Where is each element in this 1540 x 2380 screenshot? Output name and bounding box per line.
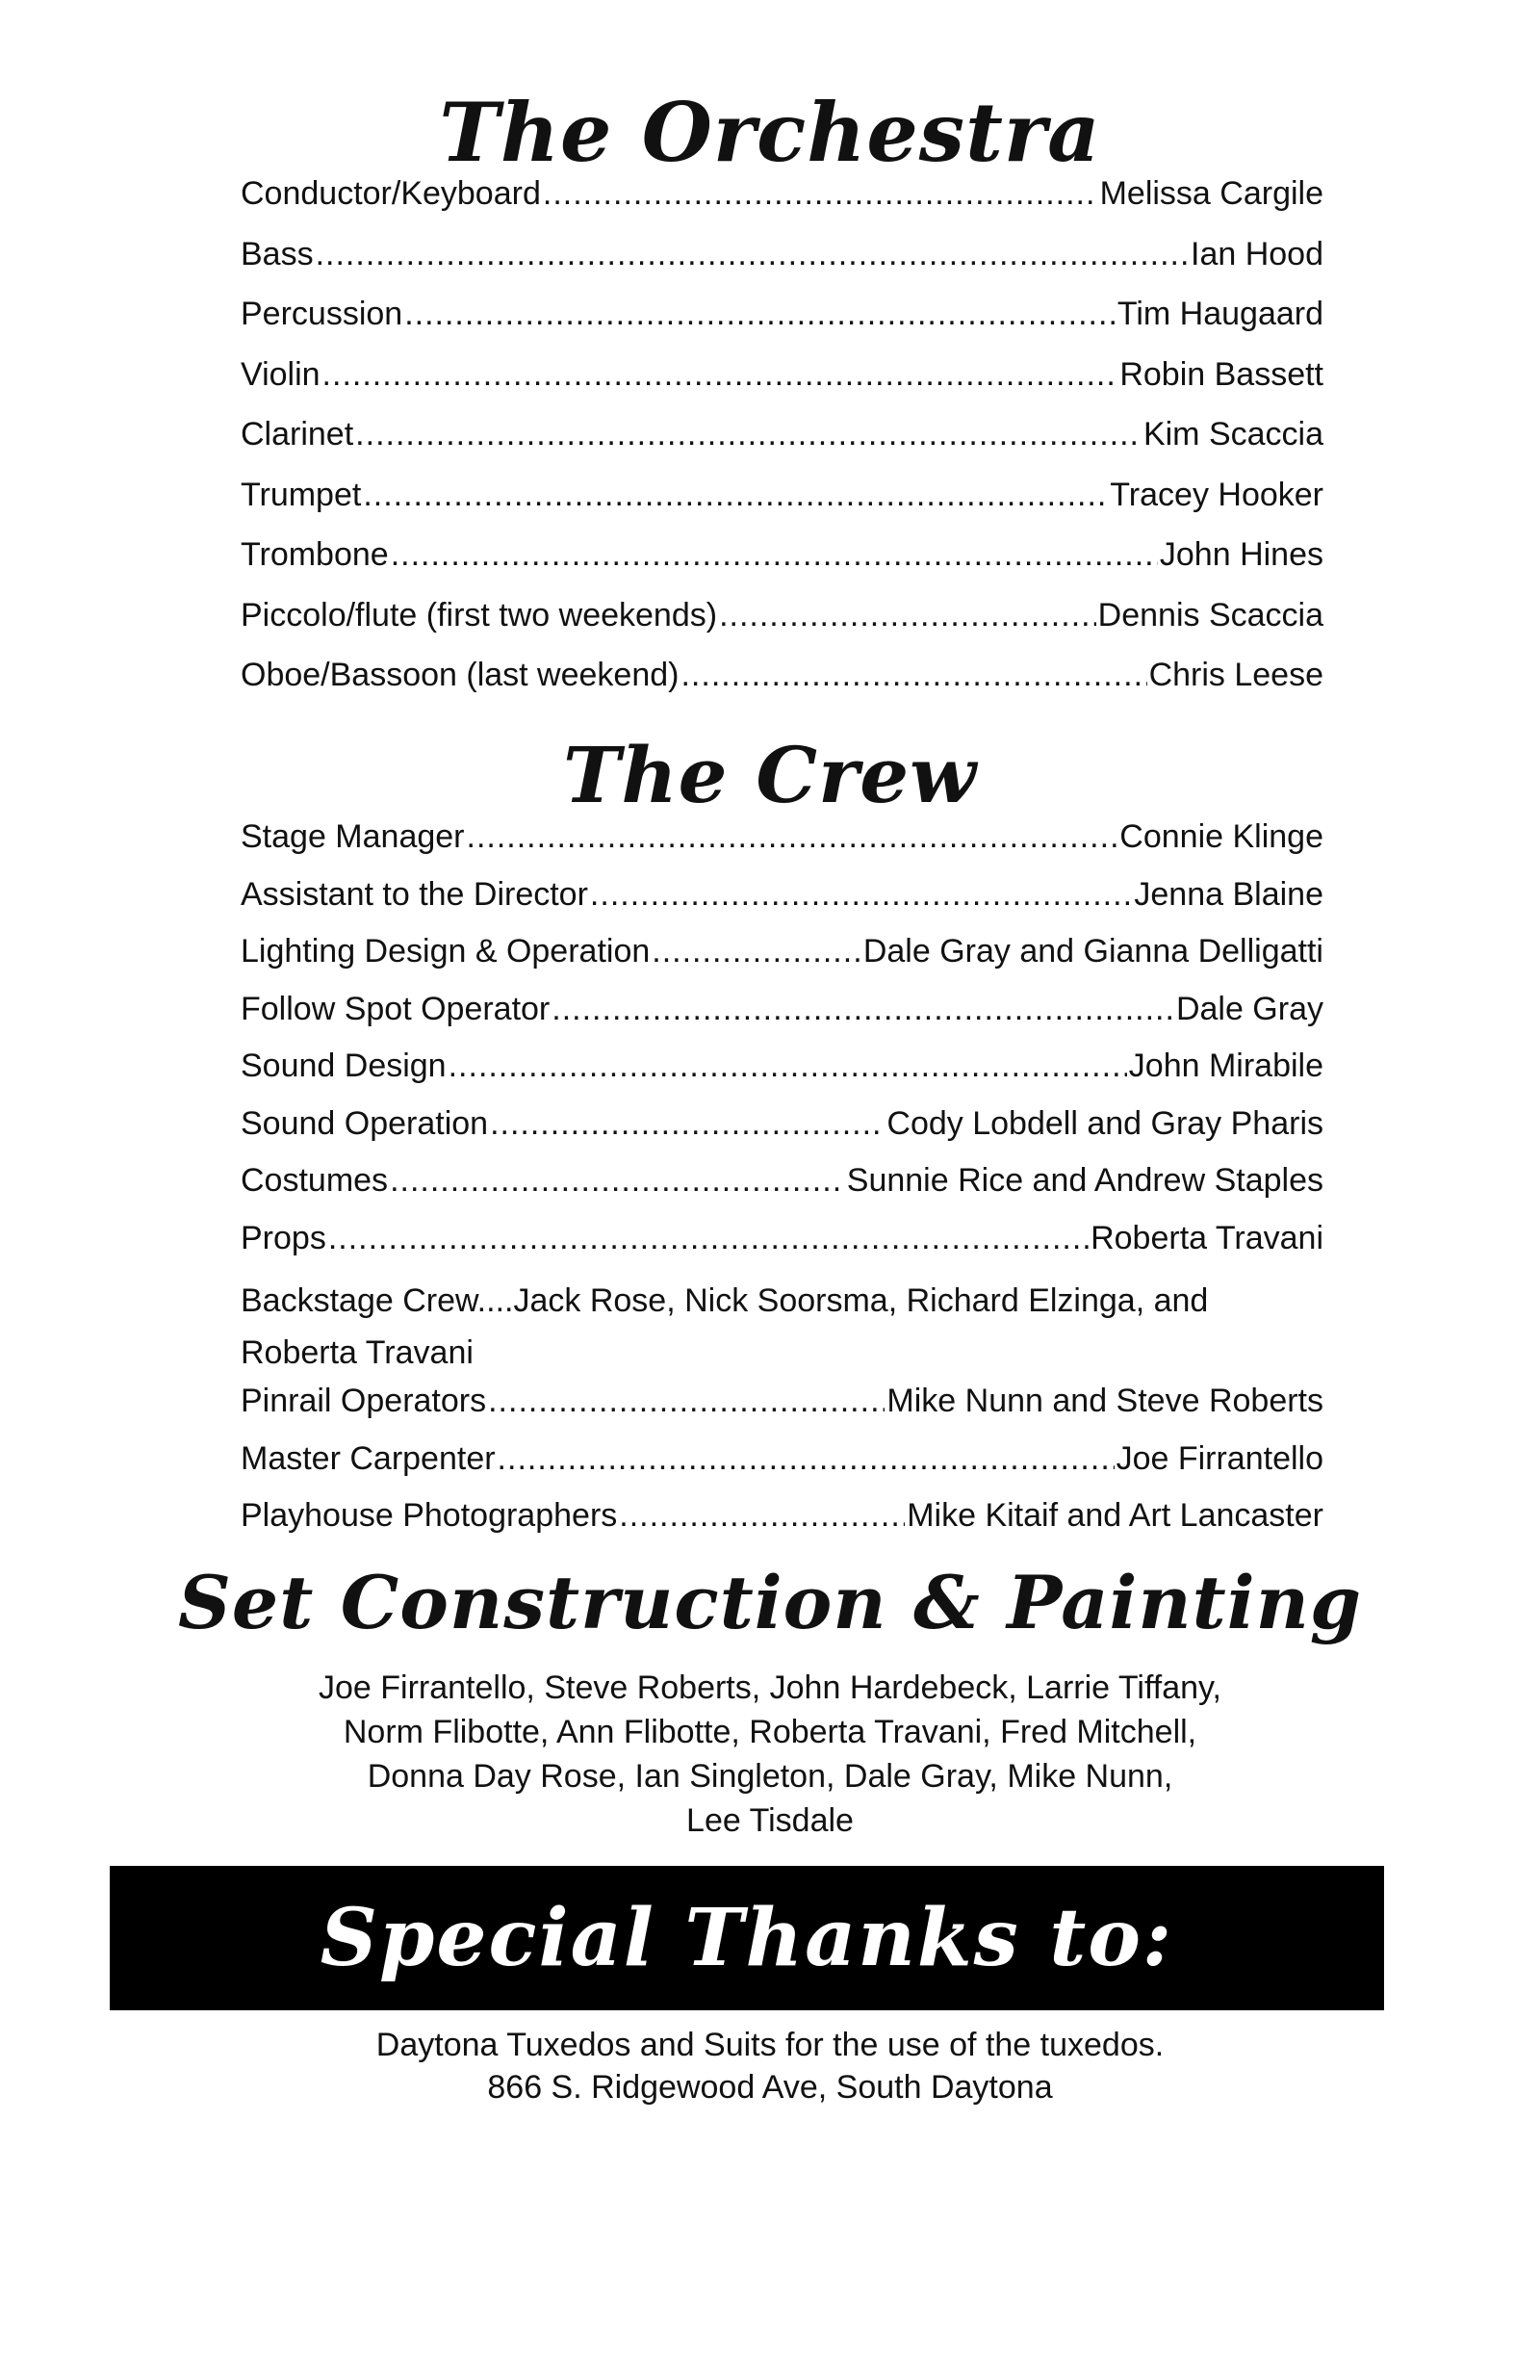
dot-leader <box>488 1381 885 1421</box>
dot-leader <box>467 816 1118 857</box>
credit-role: Costumes <box>241 1162 389 1199</box>
credit-role: Backstage Crew <box>241 1282 477 1319</box>
dot-leader <box>490 1103 885 1144</box>
credit-role: Piccolo/flute (first two weekends) <box>241 596 718 634</box>
credit-name: Chris Leese <box>1148 657 1323 693</box>
credit-row <box>241 1381 1323 1438</box>
credit-role: Pinrail Operators <box>241 1383 487 1419</box>
credit-role: Stage Manager <box>241 818 465 855</box>
dot-leader <box>498 1438 1115 1479</box>
credit-row <box>241 989 1323 1047</box>
thanks-line: Daytona Tuxedos and Suits for the use of the tuxedos. <box>375 2027 1165 2063</box>
credit-name: Cody Lobdell and Gray Pharis <box>886 1104 1323 1142</box>
names-line: Norm Flibotte, Ann Flibotte, Roberta Travani, Fred Mitchell, <box>343 1714 1197 1750</box>
credit-name: Dale Gray and Gianna Delligatti <box>862 933 1323 970</box>
credit-role: Sound Design <box>241 1048 447 1084</box>
special-thanks-title: Special Thanks to: <box>320 1892 1174 1984</box>
credit-name: Sunnie Rice and Andrew Staples <box>846 1162 1323 1199</box>
credit-row <box>241 1438 1323 1496</box>
credit-row <box>241 294 1323 354</box>
credit-role: Assistant to the Director <box>241 875 588 913</box>
credit-name: John Mirabile <box>1128 1048 1323 1084</box>
credit-row <box>241 475 1323 535</box>
credit-name: Mike Kitaif and Art Lancaster <box>907 1497 1323 1534</box>
credit-row <box>241 1218 1323 1276</box>
credit-name: Dennis Scaccia <box>1097 596 1323 634</box>
credit-name: Joe Firrantello <box>1116 1439 1323 1477</box>
credit-name: Connie Klinge <box>1119 818 1323 855</box>
credit-name: Jack Rose, Nick Soorsma, Richard Elzinga, and Roberta Travani <box>241 1282 1209 1371</box>
dot-leader <box>328 1218 1089 1258</box>
credit-row <box>241 534 1323 595</box>
credit-name: Roberta Travani <box>1091 1219 1323 1256</box>
credit-name: Melissa Cargile <box>1099 175 1323 212</box>
credit-name: John Hines <box>1159 536 1323 573</box>
names-line: Donna Day Rose, Ian Singleton, Dale Gray, Mike Nunn, <box>367 1758 1173 1795</box>
credit-row <box>241 874 1323 932</box>
credit-role: Trombone <box>241 536 389 573</box>
dot-leader <box>719 595 1096 635</box>
credit-name: Ian Hood <box>1191 235 1323 272</box>
credit-row <box>241 816 1323 874</box>
credit-row <box>241 234 1323 295</box>
set-construction-names <box>192 1666 1348 1843</box>
credit-row <box>241 414 1323 475</box>
credit-name: Dale Gray <box>1175 990 1323 1027</box>
names-line: Lee Tisdale <box>686 1802 854 1839</box>
credit-row <box>241 1275 1323 1381</box>
dot-leader <box>363 475 1108 515</box>
credit-role: Conductor/Keyboard <box>241 175 541 212</box>
credit-name: Tim Haugaard <box>1116 296 1323 332</box>
credit-row <box>241 173 1323 234</box>
credit-name: Kim Scaccia <box>1142 416 1323 453</box>
dot-leader <box>652 931 861 971</box>
credit-row <box>241 1103 1323 1161</box>
credit-row <box>241 931 1323 989</box>
credit-name: Jenna Blaine <box>1134 875 1323 913</box>
credit-row <box>241 1046 1323 1103</box>
dot-leader <box>619 1495 905 1536</box>
dot-leader <box>449 1046 1127 1086</box>
credit-row <box>241 595 1323 656</box>
dot-leader <box>322 354 1118 395</box>
credit-name: Robin Bassett <box>1119 355 1323 393</box>
credit-role: Sound Operation <box>241 1104 489 1142</box>
orchestra-title: The Orchestra <box>439 85 1101 180</box>
dot-leader <box>316 234 1189 274</box>
credit-role: Oboe/Bassoon (last weekend) <box>241 657 680 693</box>
credit-role: Clarinet <box>241 416 354 453</box>
dot-leader <box>391 534 1158 575</box>
dot-leader <box>552 989 1174 1029</box>
credit-row <box>241 354 1323 415</box>
credit-name: Mike Nunn and Steve Roberts <box>886 1383 1323 1419</box>
dot-leader <box>355 414 1142 454</box>
orchestra-credits <box>241 173 1323 715</box>
dot-leader <box>680 655 1146 695</box>
credit-role: Props <box>241 1219 326 1256</box>
special-thanks-banner <box>110 1866 1384 2010</box>
credit-row <box>241 1160 1323 1218</box>
dot-leader <box>477 1282 514 1319</box>
credit-row <box>241 1495 1323 1553</box>
special-thanks-text <box>192 2024 1348 2108</box>
names-line: Joe Firrantello, Steve Roberts, John Hardebeck, Larrie Tiffany, <box>319 1669 1221 1706</box>
credit-role: Playhouse Photographers <box>241 1497 618 1534</box>
credit-role: Trumpet <box>241 476 362 513</box>
dot-leader <box>404 294 1116 334</box>
dot-leader <box>543 173 1098 214</box>
crew-credits <box>241 816 1323 1553</box>
credit-role: Percussion <box>241 296 403 332</box>
crew-title: The Crew <box>562 730 978 820</box>
credit-role: Follow Spot Operator <box>241 990 551 1027</box>
thanks-line: 866 S. Ridgewood Ave, South Daytona <box>487 2069 1053 2106</box>
credit-name: Tracey Hooker <box>1110 476 1323 513</box>
credit-role: Bass <box>241 235 314 272</box>
credit-role: Master Carpenter <box>241 1439 496 1477</box>
dot-leader <box>390 1160 845 1201</box>
credit-role: Lighting Design & Operation <box>241 933 651 970</box>
set-construction-title: Set Construction & Painting <box>177 1560 1362 1645</box>
dot-leader <box>590 874 1132 915</box>
credit-row <box>241 655 1323 715</box>
credit-role: Violin <box>241 355 321 393</box>
